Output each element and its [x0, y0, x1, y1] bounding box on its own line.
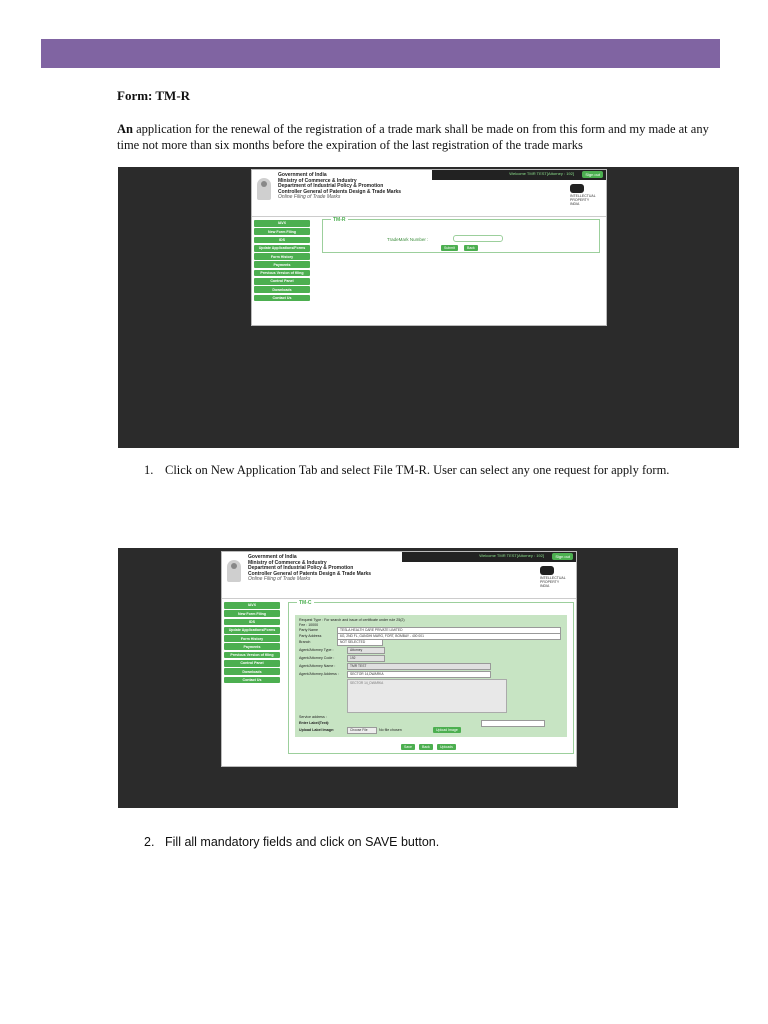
menu-item[interactable]: Form History [254, 253, 310, 260]
upload-label-label: Upload Label Image: [299, 728, 335, 732]
menu-item[interactable]: Downloads [224, 668, 280, 675]
agent-address-select[interactable]: SECTOR 14,DWARKA [347, 671, 491, 678]
agent-address-label: Agent/Attorney Address : [299, 672, 339, 676]
menu-item[interactable]: Contact Us [224, 677, 280, 684]
branch-select[interactable]: NOT SELECTED [337, 639, 383, 646]
agent-type-label: Agent/Attorney Type : [299, 648, 334, 652]
no-file-text: No file chosen [379, 728, 402, 732]
panel-legend: TM-R [333, 217, 346, 223]
menu-item[interactable]: Update Applications/Forms [224, 627, 280, 634]
address-textarea[interactable]: SECTOR 14_DWARKA [347, 679, 507, 713]
screenshot-tm-r [118, 167, 739, 448]
app-window [251, 169, 607, 326]
branch-label: Branch [299, 640, 311, 644]
choose-file-button[interactable]: Choose File [347, 727, 377, 734]
sidebar-menu [254, 220, 310, 303]
menu-item[interactable]: IDS [254, 237, 310, 244]
ip-india-logo [570, 184, 596, 206]
back-button[interactable]: Back [464, 245, 478, 251]
menu-item[interactable]: Downloads [254, 286, 310, 293]
org-line: Ministry of Commerce & Industry [278, 177, 357, 184]
signout-button[interactable]: Sign out [582, 171, 603, 178]
screenshot-tm-c [118, 548, 678, 808]
app-header [252, 170, 606, 217]
party-address-label: Party Address [299, 634, 322, 638]
trademark-label: TradeMark Number : [387, 237, 429, 242]
org-block [248, 555, 371, 583]
menu-item[interactable]: Form History [224, 635, 280, 642]
org-subtitle: Online Filing of Trade Marks [278, 194, 341, 201]
welcome-text: Welcome TMR TEST[Attorney : 192] [479, 553, 544, 558]
signout-button[interactable]: Sign out [552, 553, 573, 560]
menu-item[interactable]: IDS [224, 619, 280, 626]
welcome-text: Welcome TMR TEST[Attorney : 192] [509, 171, 574, 176]
intro-paragraph [117, 121, 725, 153]
upload-image-button[interactable]: Upload Image [433, 727, 461, 733]
party-name-label: Party Name [299, 628, 318, 632]
party-name-field[interactable]: TESLA HEALTH CARE PRIVATE LIMITED [337, 627, 561, 634]
back-button[interactable]: Back [419, 744, 433, 750]
agent-name-label: Agent/Attorney Name : [299, 664, 336, 668]
org-line: Government of India [248, 554, 297, 560]
menu-item[interactable]: Control Panel [224, 660, 280, 667]
tm-r-panel [322, 219, 600, 253]
app-header [222, 552, 576, 599]
label-text-label: Enter Label(Text): [299, 721, 330, 725]
step-number: 2. [144, 835, 155, 849]
menu-item[interactable]: Payments [254, 261, 310, 268]
org-line: Controller General of Patents Design & Trade Marks [248, 570, 372, 577]
form-title: Form: TM-R [117, 88, 191, 103]
org-line: Government of India [278, 172, 327, 178]
app-window [221, 551, 577, 767]
menu-item[interactable]: Control Panel [254, 278, 310, 285]
agent-code-field[interactable]: 192 [347, 655, 385, 662]
menu-item[interactable]: Contact Us [254, 295, 310, 302]
ip-logo-text: INTELLECTUAL PROPERTY INDIA [570, 194, 596, 206]
org-line: Controller General of Patents Design & Trade Marks [278, 188, 402, 195]
org-subtitle: Online Filing of Trade Marks [248, 576, 311, 583]
sidebar-menu [224, 602, 280, 685]
uploads-button[interactable]: Uploads [437, 744, 456, 750]
org-line: Department of Industrial Policy & Promotion [248, 565, 354, 572]
menu-item[interactable]: Previous Version of filing [254, 270, 310, 277]
submit-button[interactable]: Submit [441, 245, 458, 251]
emblem-icon [227, 560, 241, 582]
emblem-icon [257, 178, 271, 200]
header-banner [41, 39, 720, 68]
save-button[interactable]: Save [401, 744, 415, 750]
intro-lead: An [117, 122, 133, 136]
agent-type-field[interactable]: Attorney [347, 647, 385, 654]
ip-india-logo [540, 566, 566, 588]
agent-name-field[interactable]: TMR TEST [347, 663, 491, 670]
menu-item[interactable]: IAVX [224, 602, 280, 609]
step-text: Fill all mandatory fields and click on SAVE button. [165, 835, 440, 849]
trademark-input[interactable] [453, 235, 503, 242]
org-line: Department of Industrial Policy & Promotion [278, 183, 384, 190]
party-address-field[interactable]: 6G, 2ND FL, GANDHI MARG, FORT, BOMBAY - 400 001 [337, 633, 561, 640]
tm-c-panel [288, 602, 574, 754]
ip-logo-icon [540, 566, 554, 575]
step-text: Click on New Application Tab and select File TM-R. User can select any one request for apply form. [165, 463, 670, 477]
panel-legend: TM-C [299, 600, 312, 606]
menu-item[interactable]: IAVX [254, 220, 310, 227]
menu-item[interactable]: Update Applications/Forms [254, 245, 310, 252]
agent-code-label: Agent/Attorney Code : [299, 656, 335, 660]
ip-logo-text: INTELLECTUAL PROPERTY INDIA [540, 576, 566, 588]
menu-item[interactable]: Payments [224, 643, 280, 650]
ip-logo-icon [570, 184, 584, 193]
service-address-label: Service address : [299, 715, 327, 719]
org-block [278, 173, 401, 201]
step-number: 1. [144, 463, 154, 477]
request-type: Request Type : For search and issue of certificate under rule 25(2) [299, 618, 405, 622]
menu-item[interactable]: New Form Filing [224, 610, 280, 617]
org-line: Ministry of Commerce & Industry [248, 559, 327, 566]
form-box [295, 615, 567, 737]
intro-text: application for the renewal of the registration of a trade mark shall be made on from this form and my made at any time not more than six months before the expiration of the last registration of the trade marks [117, 122, 709, 152]
fee-text: Fee : 10000 [299, 623, 319, 627]
menu-item[interactable]: Previous Version of filing [224, 652, 280, 659]
label-text-input[interactable] [481, 720, 545, 727]
menu-item[interactable]: New Form Filing [254, 228, 310, 235]
